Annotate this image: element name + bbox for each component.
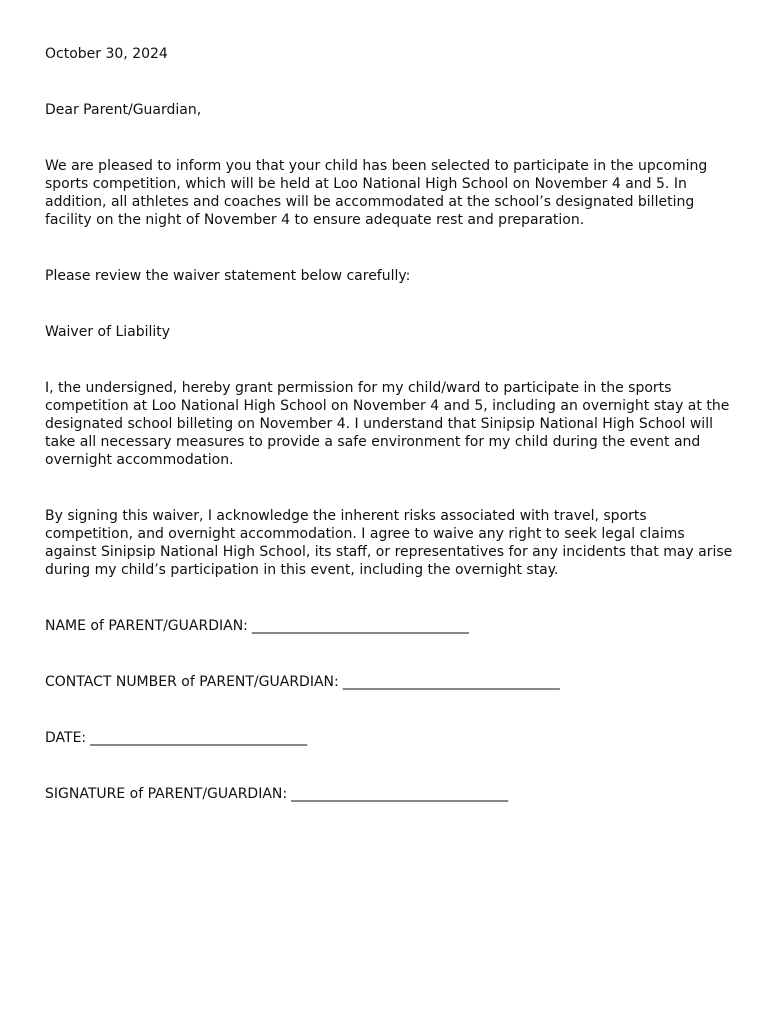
signature-field-blank[interactable]: _______________________________ — [291, 786, 509, 802]
name-field-blank[interactable]: _______________________________ — [251, 618, 469, 634]
contact-field — [45, 673, 735, 691]
letter-date: October 30, 2024 — [45, 46, 168, 62]
date-field-label: DATE: — [45, 730, 87, 746]
signature-field-label: SIGNATURE of PARENT/GUARDIAN: — [45, 786, 288, 802]
contact-field-blank[interactable]: _______________________________ — [342, 674, 560, 690]
date-field — [45, 729, 735, 747]
waiver-paragraph-permission: I, the undersigned, hereby grant permission for my child/ward to participate in the sports competition at Loo National High School on November 4 and 5, including an overnight stay at the designated school billeting on November 4. I understand that Sinipsip National High School will take all necessary measures to provide a safe environment for my child during the event and overnight accommodation. — [45, 380, 730, 468]
waiver-title: Waiver of Liability — [45, 324, 171, 340]
review-prompt: Please review the waiver statement below carefully: — [45, 268, 411, 284]
date-field-blank[interactable]: _______________________________ — [90, 730, 308, 746]
intro-paragraph: We are pleased to inform you that your child has been selected to participate in the upcoming sports competition, which will be held at Loo National High School on November 4 and 5. In addition, all athletes and coaches will be accommodated at the school’s designated billeting facility on the night of November 4 to ensure adequate rest and preparation. — [45, 158, 708, 228]
waiver-paragraph-risks: By signing this waiver, I acknowledge the inherent risks associated with travel, sports competition, and overnight accommodation. I agree to waive any right to seek legal claims against Sinipsip National High School, its staff, or representatives for any incidents that may arise during my child’s participation in this event, including the overnight stay. — [45, 508, 733, 578]
waiver-letter — [45, 45, 735, 841]
name-field — [45, 617, 735, 635]
letter-greeting: Dear Parent/Guardian, — [45, 102, 202, 118]
signature-field — [45, 785, 735, 803]
name-field-label: NAME of PARENT/GUARDIAN: — [45, 618, 248, 634]
contact-field-label: CONTACT NUMBER of PARENT/GUARDIAN: — [45, 674, 339, 690]
